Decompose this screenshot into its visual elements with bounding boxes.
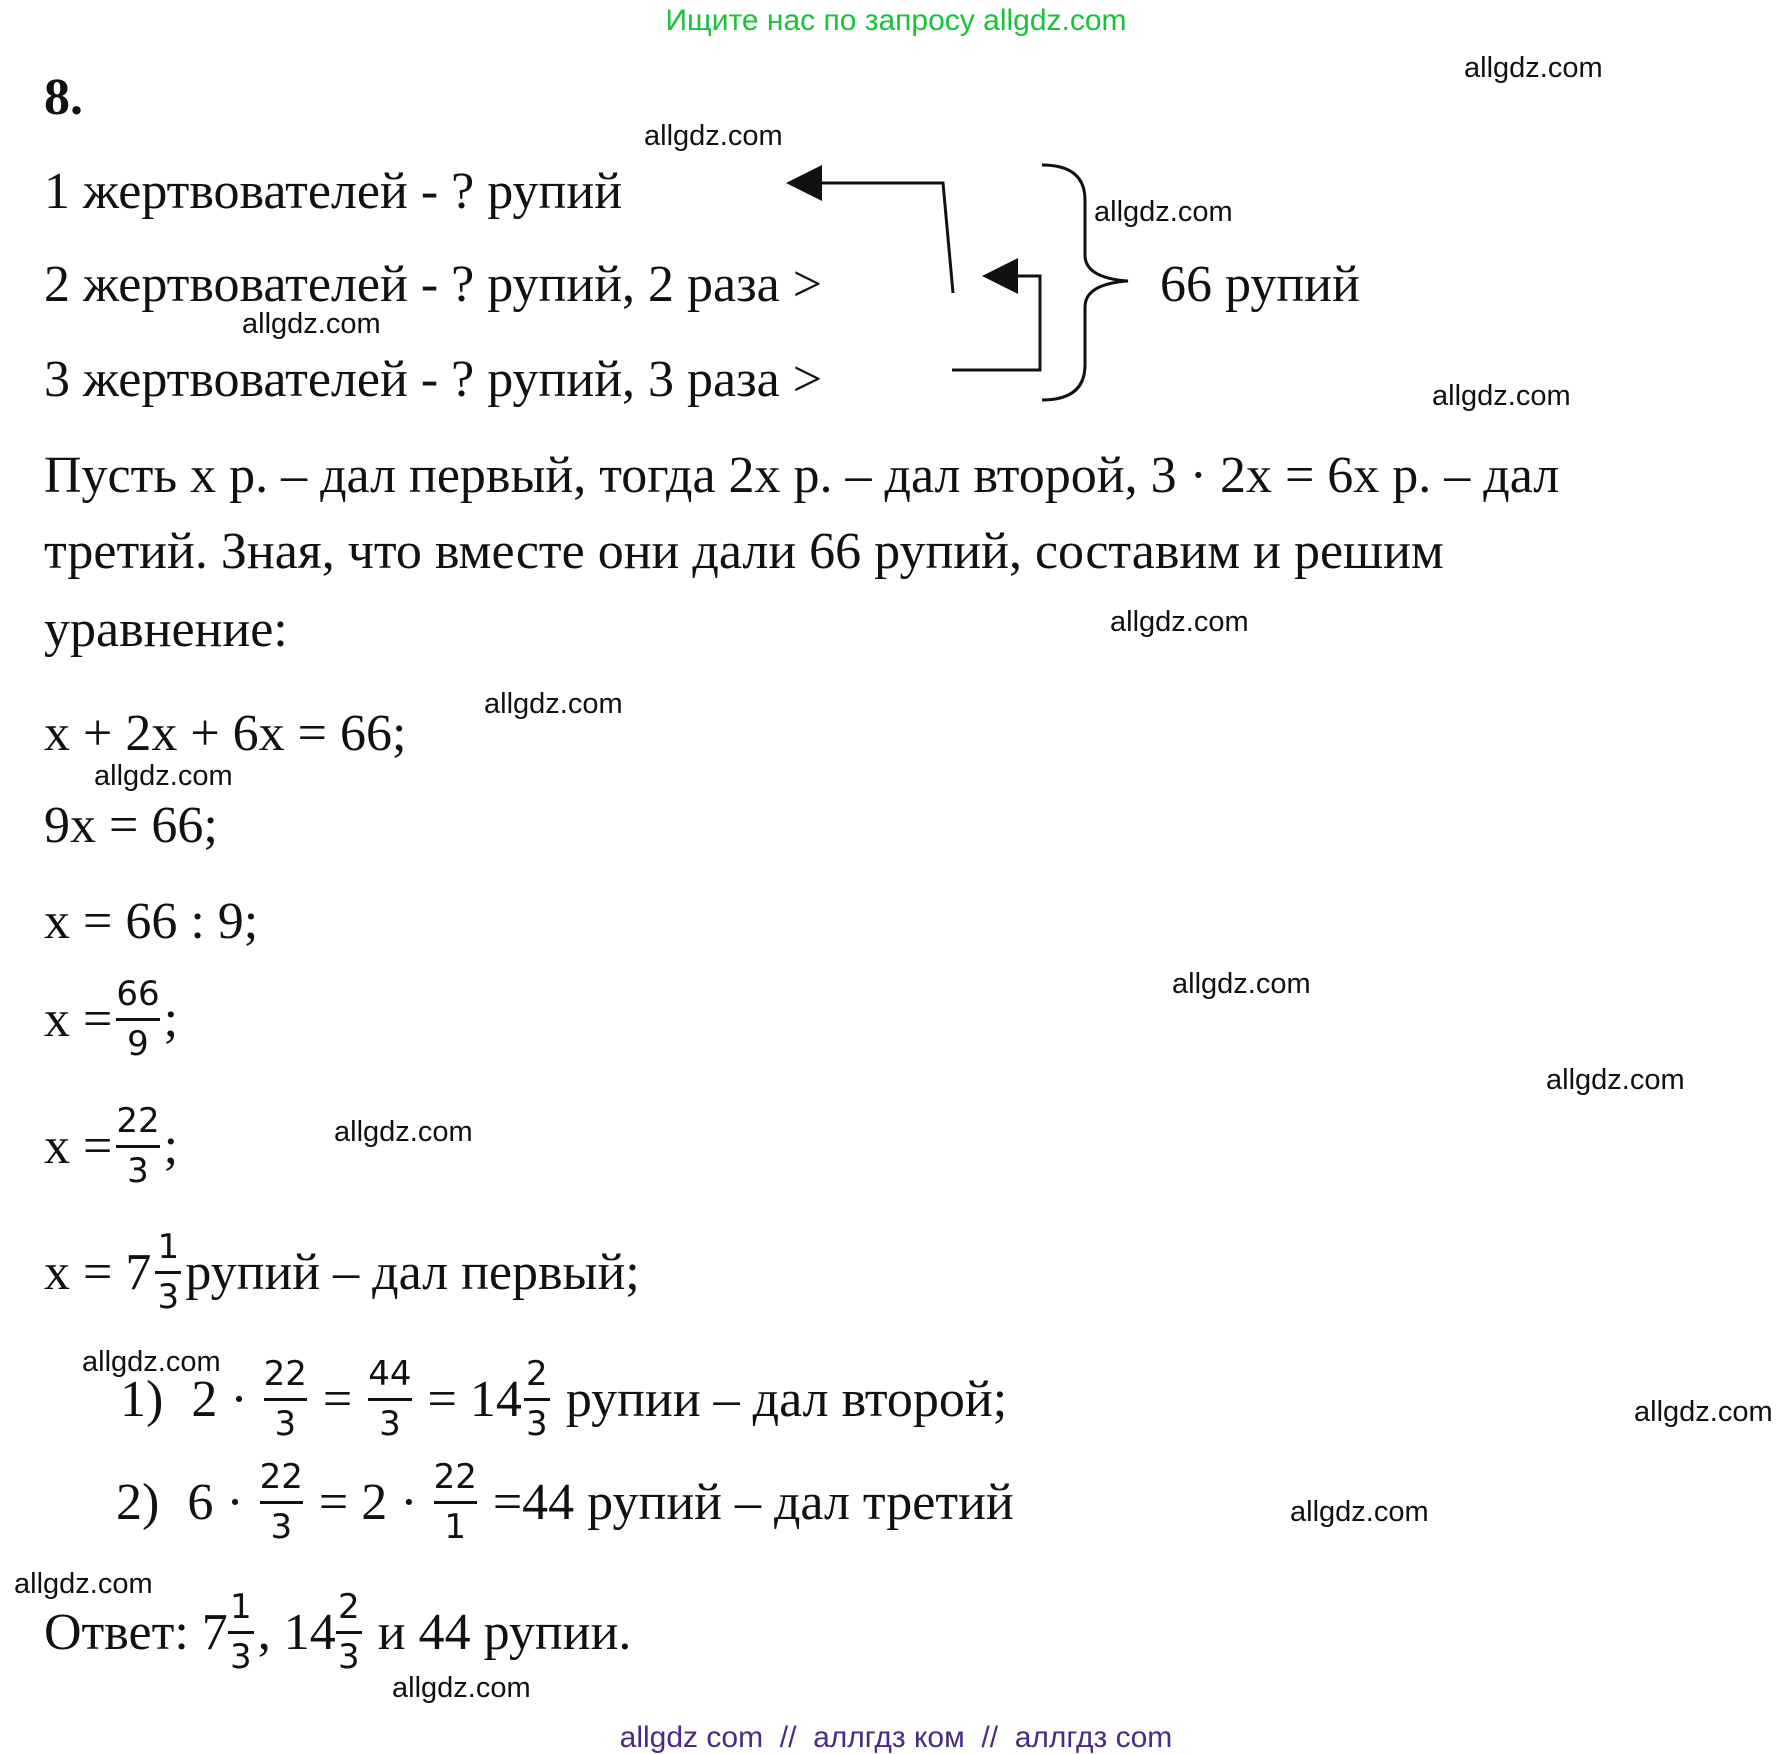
paragraph-line-1: Пусть х р. – дал первый, тогда 2х р. – дал второй, 3 · 2х = 6х р. – дал bbox=[44, 447, 1560, 504]
watermark: allgdz.com bbox=[14, 1568, 153, 1600]
eq6-suffix: рупий – дал первый; bbox=[185, 1243, 640, 1301]
eq5-suffix: ; bbox=[163, 1117, 179, 1175]
equation-step-5 bbox=[44, 1102, 178, 1191]
eq4-prefix: х = bbox=[44, 990, 113, 1048]
scheme-row-2: 2 жертвователей - ? рупий, 2 раза > bbox=[44, 256, 823, 313]
equation-step-6 bbox=[44, 1228, 640, 1317]
equation-step-3: х = 66 : 9; bbox=[44, 893, 259, 950]
calc1-term: 2 · bbox=[191, 1370, 248, 1428]
fraction-numerator: 2 bbox=[337, 1587, 360, 1627]
calc1-equals: = bbox=[322, 1370, 353, 1428]
fraction-denominator: 3 bbox=[270, 1507, 293, 1548]
calc2-term: 6 · bbox=[187, 1473, 244, 1531]
watermark: allgdz.com bbox=[1464, 52, 1603, 84]
equation-step-1: х + 2х + 6х = 66; bbox=[44, 705, 407, 762]
scheme-row-3: 3 жертвователей - ? рупий, 3 раза > bbox=[44, 351, 823, 408]
fraction-numerator: 1 bbox=[229, 1587, 252, 1627]
fraction-numerator: 22 bbox=[433, 1457, 477, 1497]
problem-number: 8. bbox=[44, 69, 83, 126]
fraction-denominator: 3 bbox=[229, 1637, 252, 1678]
calculation-1 bbox=[120, 1355, 1007, 1444]
watermark: allgdz.com bbox=[1110, 606, 1249, 638]
fraction-denominator: 3 bbox=[127, 1151, 149, 1192]
calc2-tail: =44 рупий – дал третий bbox=[492, 1473, 1014, 1531]
fraction-numerator: 22 bbox=[263, 1354, 307, 1394]
equation-step-4 bbox=[44, 975, 178, 1064]
answer-tail: и 44 рупии. bbox=[377, 1603, 632, 1661]
arrow-row3-to-row2 bbox=[952, 276, 1040, 370]
watermark: allgdz.com bbox=[82, 1346, 221, 1378]
fraction-denominator: 3 bbox=[274, 1404, 297, 1445]
watermark: allgdz.com bbox=[1634, 1396, 1773, 1428]
watermark: allgdz.com bbox=[484, 688, 623, 720]
fraction-denominator: 3 bbox=[379, 1404, 401, 1445]
fraction-numerator: 66 bbox=[116, 974, 160, 1014]
watermark: allgdz.com bbox=[1432, 380, 1571, 412]
fraction-2-3 bbox=[524, 1355, 550, 1444]
calc1-label: 1) bbox=[120, 1370, 164, 1428]
watermark: allgdz.com bbox=[392, 1672, 531, 1704]
answer-middle: , 14 bbox=[257, 1603, 336, 1661]
calc2-middle: = 2 · bbox=[318, 1473, 418, 1531]
calculation-2 bbox=[116, 1458, 1014, 1547]
fraction-numerator: 22 bbox=[259, 1457, 303, 1497]
fraction-22-3 bbox=[116, 1102, 159, 1191]
fraction-numerator: 22 bbox=[116, 1101, 160, 1141]
scheme-total: 66 рупий bbox=[1160, 256, 1360, 313]
paragraph-line-3: уравнение: bbox=[44, 601, 288, 658]
fraction-denominator: 3 bbox=[526, 1404, 548, 1445]
watermark: allgdz.com bbox=[1290, 1496, 1429, 1528]
fraction-22-1 bbox=[434, 1458, 477, 1547]
answer-prefix: Ответ: 7 bbox=[44, 1603, 228, 1661]
watermark: allgdz.com bbox=[334, 1116, 473, 1148]
fraction-1-3 bbox=[155, 1228, 181, 1317]
fraction-1-3 bbox=[228, 1588, 254, 1677]
fraction-22-3 bbox=[264, 1355, 307, 1444]
fraction-numerator: 1 bbox=[157, 1227, 180, 1267]
arrow-row2-to-row1 bbox=[792, 183, 953, 293]
watermark: allgdz.com bbox=[94, 760, 233, 792]
paragraph-line-2: третий. Зная, что вместе они дали 66 рупий, составим и решим bbox=[44, 523, 1444, 580]
fraction-44-3 bbox=[368, 1355, 411, 1444]
scheme-row-1: 1 жертвователей - ? рупий bbox=[44, 163, 623, 220]
watermark: allgdz.com bbox=[242, 308, 381, 340]
eq4-suffix: ; bbox=[163, 990, 179, 1048]
watermark: allgdz.com bbox=[1094, 196, 1233, 228]
watermark: allgdz.com bbox=[1546, 1064, 1685, 1096]
fraction-22-3 bbox=[260, 1458, 303, 1547]
calc2-label: 2) bbox=[116, 1473, 160, 1531]
fraction-2-3 bbox=[336, 1588, 362, 1677]
calc1-equals-whole: = 14 bbox=[427, 1370, 522, 1428]
eq5-prefix: х = bbox=[44, 1117, 113, 1175]
calc1-tail: рупии – дал второй; bbox=[565, 1370, 1008, 1428]
fraction-66-9 bbox=[116, 975, 159, 1064]
fraction-numerator: 44 bbox=[368, 1354, 412, 1394]
fraction-denominator: 3 bbox=[157, 1277, 180, 1318]
eq6-prefix: х = 7 bbox=[44, 1243, 152, 1301]
top-banner: Ищите нас по запросу allgdz.com bbox=[665, 4, 1127, 37]
watermark: allgdz.com bbox=[1172, 968, 1311, 1000]
footer: allgdz com // аллгдз ком // аллгдз com bbox=[619, 1721, 1173, 1754]
fraction-denominator: 9 bbox=[127, 1024, 149, 1065]
fraction-denominator: 3 bbox=[337, 1637, 360, 1678]
answer bbox=[44, 1588, 631, 1677]
fraction-denominator: 1 bbox=[444, 1507, 467, 1548]
watermark: allgdz.com bbox=[644, 120, 783, 152]
equation-step-2: 9х = 66; bbox=[44, 797, 218, 854]
fraction-numerator: 2 bbox=[526, 1354, 548, 1394]
